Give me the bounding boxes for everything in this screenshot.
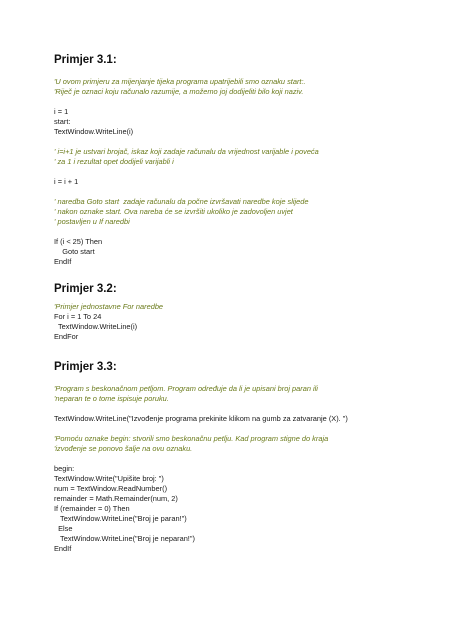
code-comment-line: 'neparan te o tome ispisuje poruku. <box>54 394 169 403</box>
blank-line <box>54 187 424 197</box>
code-line: TextWindow.WriteLine(i) <box>54 322 138 331</box>
code-line: EndIf <box>54 544 72 553</box>
code-line: EndFor <box>54 332 79 341</box>
code-line: EndIf <box>54 257 72 266</box>
code-comment-line: 'Program s beskonačnom petljom. Program određuje da li je upisani broj paran ili <box>54 384 318 393</box>
code-comment-line: ' postavljen u If naredbi <box>54 217 130 226</box>
blank-line <box>54 227 424 237</box>
section-body <box>54 302 424 342</box>
blank-line <box>54 97 424 107</box>
blank-line <box>54 167 424 177</box>
code-comment-line: 'Pomoću oznake begin: stvorili smo beskonačnu petlju. Kad program stigne do kraja <box>54 434 329 443</box>
section-body <box>54 77 424 267</box>
code-line: i = 1 <box>54 107 69 116</box>
section-heading: Primjer 3.2: <box>54 283 117 295</box>
code-line: i = i + 1 <box>54 177 79 186</box>
code-comment-line: ' nakon oznake start. Ova nareba će se izvršiti ukoliko je zadovoljen uvjet <box>54 207 293 216</box>
section-heading: Primjer 3.1: <box>54 54 117 66</box>
code-line: TextWindow.Write("Upišite broj: ") <box>54 474 164 483</box>
code-line: TextWindow.WriteLine(i) <box>54 127 134 136</box>
code-line: Goto start <box>54 247 95 256</box>
code-line: For i = 1 To 24 <box>54 312 102 321</box>
example-3-1 <box>54 53 424 267</box>
code-line: remainder = Math.Remainder(num, 2) <box>54 494 178 503</box>
code-comment-line: ' za 1 i rezultat opet dodijeli varijabli i <box>54 157 174 166</box>
example-3-2 <box>54 282 424 342</box>
code-comment-line: 'Primjer jednostavne For naredbe <box>54 302 164 311</box>
code-line: If (i < 25) Then <box>54 237 103 246</box>
code-line: TextWindow.WriteLine("Broj je paran!") <box>54 514 187 523</box>
example-3-3 <box>54 360 424 554</box>
blank-line <box>54 137 424 147</box>
code-line: Else <box>54 524 73 533</box>
code-comment-line: 'U ovom primjeru za mijenjanje tijeka programa upatrijebili smo oznaku start:. <box>54 77 306 86</box>
code-line: TextWindow.WriteLine("Izvođenje programa prekinite klikom na gumb za zatvaranje (X). ") <box>54 414 348 423</box>
section-heading: Primjer 3.3: <box>54 361 117 373</box>
code-line: num = TextWindow.ReadNumber() <box>54 484 168 493</box>
section-body <box>54 384 424 554</box>
blank-line <box>54 424 424 434</box>
blank-line <box>54 404 424 414</box>
code-comment-line: 'izvođenje se ponovo šalje na ovu oznaku. <box>54 444 193 453</box>
code-line: begin: <box>54 464 75 473</box>
code-line: start: <box>54 117 71 126</box>
code-comment-line: ' i=i+1 je ustvari brojač, iskaz koji zadaje računalu da vrijednost varijable i poveća <box>54 147 319 156</box>
code-comment-line: 'Riječ je oznaci koju računalo razumije, a možemo joj dodijeliti bilo koji naziv. <box>54 87 304 96</box>
code-line: If (remainder = 0) Then <box>54 504 130 513</box>
code-line: TextWindow.WriteLine("Broj je neparan!") <box>54 534 195 543</box>
blank-line <box>54 454 424 464</box>
code-comment-line: ' naredba Goto start zadaje računalu da počne izvršavati naredbe koje slijede <box>54 197 309 206</box>
